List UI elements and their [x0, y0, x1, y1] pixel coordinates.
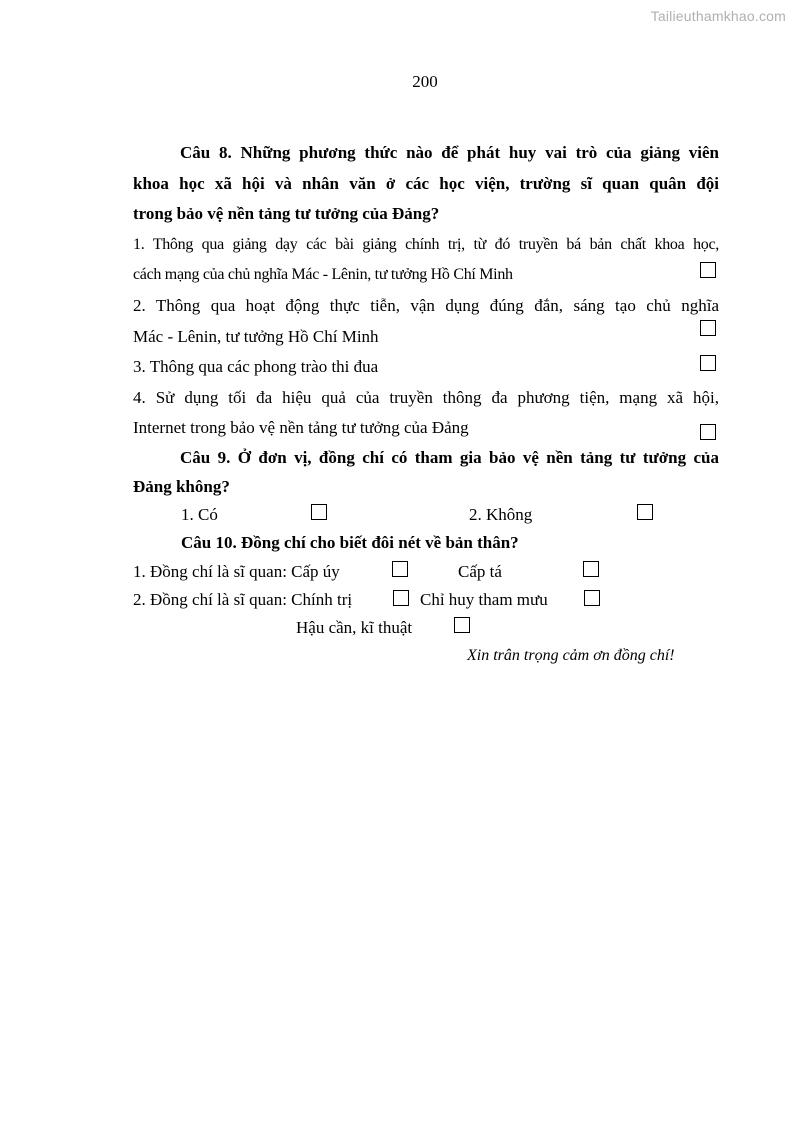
q8-option-1-line-2: cách mạng của chủ nghĩa Mác - Lênin, tư tưởng Hồ Chí Minh — [133, 266, 513, 283]
q10-row1-checkbox-1[interactable] — [392, 561, 408, 577]
page-number: 200 — [412, 72, 438, 91]
q8-option-2-line-1: 2. Thông qua hoạt động thực tiễn, vận dụng đúng đắn, sáng tạo chủ nghĩa — [133, 296, 719, 315]
q9-option-no-label: 2. Không — [469, 505, 533, 524]
q9-title-line-1: Câu 9. Ở đơn vị, đồng chí có tham gia bảo vệ nền tảng tư tưởng của — [180, 448, 719, 467]
q10-row2-label: 2. Đồng chí là sĩ quan: Chính trị — [133, 590, 353, 609]
q10-row2-checkbox-2[interactable] — [584, 590, 600, 606]
q9-option-no-checkbox[interactable] — [637, 504, 653, 520]
q8-option-1-line-1: 1. Thông qua giảng dạy các bài giảng chính trị, từ đó truyền bá bản chất khoa học, — [133, 236, 719, 253]
watermark: Tailieuthamkhao.com — [650, 8, 786, 24]
q8-title-line-1: Câu 8. Những phương thức nào để phát huy vai trò của giảng viên — [180, 143, 719, 162]
q10-row1-alt-label: Cấp tá — [458, 562, 502, 581]
q8-option-3-checkbox[interactable] — [700, 355, 716, 371]
q8-option-4-line-1: 4. Sử dụng tối đa hiệu quả của truyền thông đa phương tiện, mạng xã hội, — [133, 388, 719, 407]
q10-title: Câu 10. Đồng chí cho biết đôi nét về bản thân? — [181, 533, 519, 552]
q8-option-2-line-2: Mác - Lênin, tư tưởng Hồ Chí Minh — [133, 327, 379, 346]
q8-option-3-line-1: 3. Thông qua các phong trào thi đua — [133, 357, 379, 376]
closing-thanks: Xin trân trọng cảm ơn đồng chí! — [467, 647, 675, 664]
q9-option-yes-label: 1. Có — [181, 505, 218, 524]
q8-option-2-checkbox[interactable] — [700, 320, 716, 336]
q10-row1-label: 1. Đồng chí là sĩ quan: Cấp úy — [133, 562, 340, 581]
q10-row2-checkbox-1[interactable] — [393, 590, 409, 606]
q8-option-1-checkbox[interactable] — [700, 262, 716, 278]
q8-option-4-checkbox[interactable] — [700, 424, 716, 440]
q9-title-line-2: Đảng không? — [133, 477, 230, 496]
q8-option-4-line-2: Internet trong bảo vệ nền tảng tư tưởng của Đảng — [133, 418, 469, 437]
q10-row3-label: Hậu cần, kĩ thuật — [296, 618, 413, 637]
q8-title-line-2: khoa học xã hội và nhân văn ở các học viện, trường sĩ quan quân đội — [133, 174, 719, 193]
q10-row1-checkbox-2[interactable] — [583, 561, 599, 577]
q8-title-line-3: trong bảo vệ nền tảng tư tưởng của Đảng? — [133, 204, 440, 223]
q10-row2-alt-label: Chỉ huy tham mưu — [420, 590, 548, 609]
q9-option-yes-checkbox[interactable] — [311, 504, 327, 520]
q10-row3-checkbox[interactable] — [454, 617, 470, 633]
